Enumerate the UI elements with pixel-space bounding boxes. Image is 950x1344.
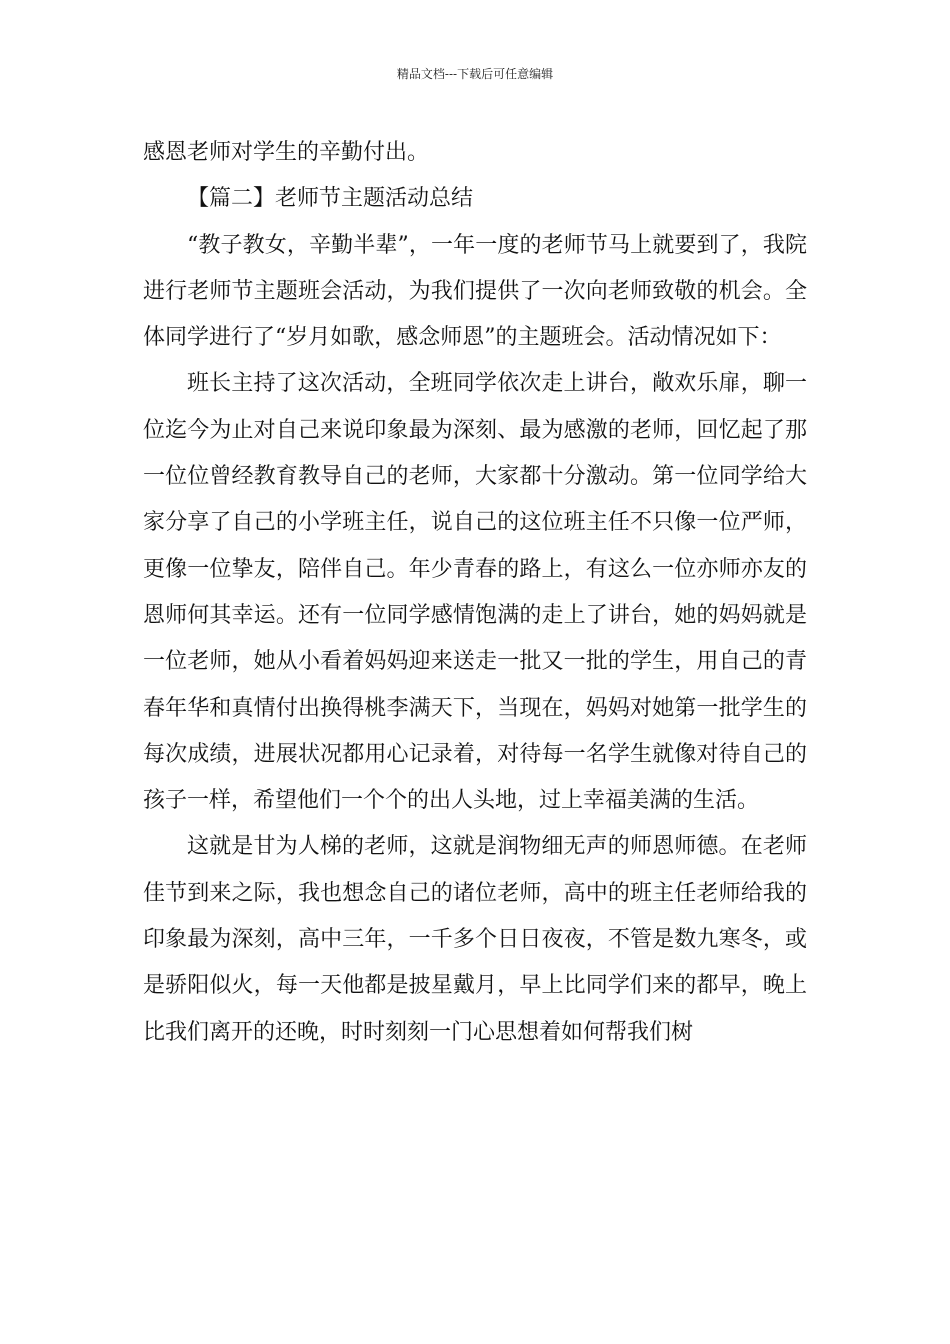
paragraph-reflection: 这就是甘为人梯的老师，这就是润物细无声的师恩师德。在老师佳节到来之际，我也想念自己的诸位老师，高中的班主任老师给我的印象最为深刻，高中三年，一千多个日日夜夜，不管是数九寒冬，或是骄阳似火，每一天他都是披星戴月，早上比同学们来的都早，晚上比我们离开的还晚，时时刻刻一门心思想着如何帮我们树 xyxy=(143,834,807,1045)
section-heading: 【篇二】老师节主题活动总结 xyxy=(187,186,474,212)
document-body xyxy=(143,130,807,1056)
paragraph-continuation: 感恩老师对学生的辛勤付出。 xyxy=(143,140,430,165)
page-header: 精品文档---下载后可任意编辑 xyxy=(396,67,554,81)
paragraph-intro: “教子教女，辛勤半辈”，一年一度的老师节马上就要到了，我院进行老师节主题班会活动，为我们提供了一次向老师致敬的机会。全体同学进行了“岁月如歌，感念师恩”的主题班会。活动情况如下： xyxy=(143,232,807,351)
paragraph-activity: 班长主持了这次活动，全班同学依次走上讲台，敞欢乐扉，聊一位迄今为止对自己来说印象最为深刻、最为感激的老师，回忆起了那一位位曾经教育教导自己的老师，大家都十分激动。第一位同学给大家分享了自己的小学班主任，说自己的这位班主任不只像一位严师，更像一位挚友，陪伴自己。年少青春的路上，有这么一位亦师亦友的恩师何其幸运。还有一位同学感情饱满的走上了讲台，她的妈妈就是一位老师，她从小看着妈妈迎来送走一批又一批的学生，用自己的青春年华和真情付出换得桃李满天下，当现在，妈妈对她第一批学生的每次成绩，进展状况都用心记录着，对待每一名学生就像对待自己的孩子一样，希望他们一个个的出人头地，过上幸福美满的生活。 xyxy=(143,371,807,814)
